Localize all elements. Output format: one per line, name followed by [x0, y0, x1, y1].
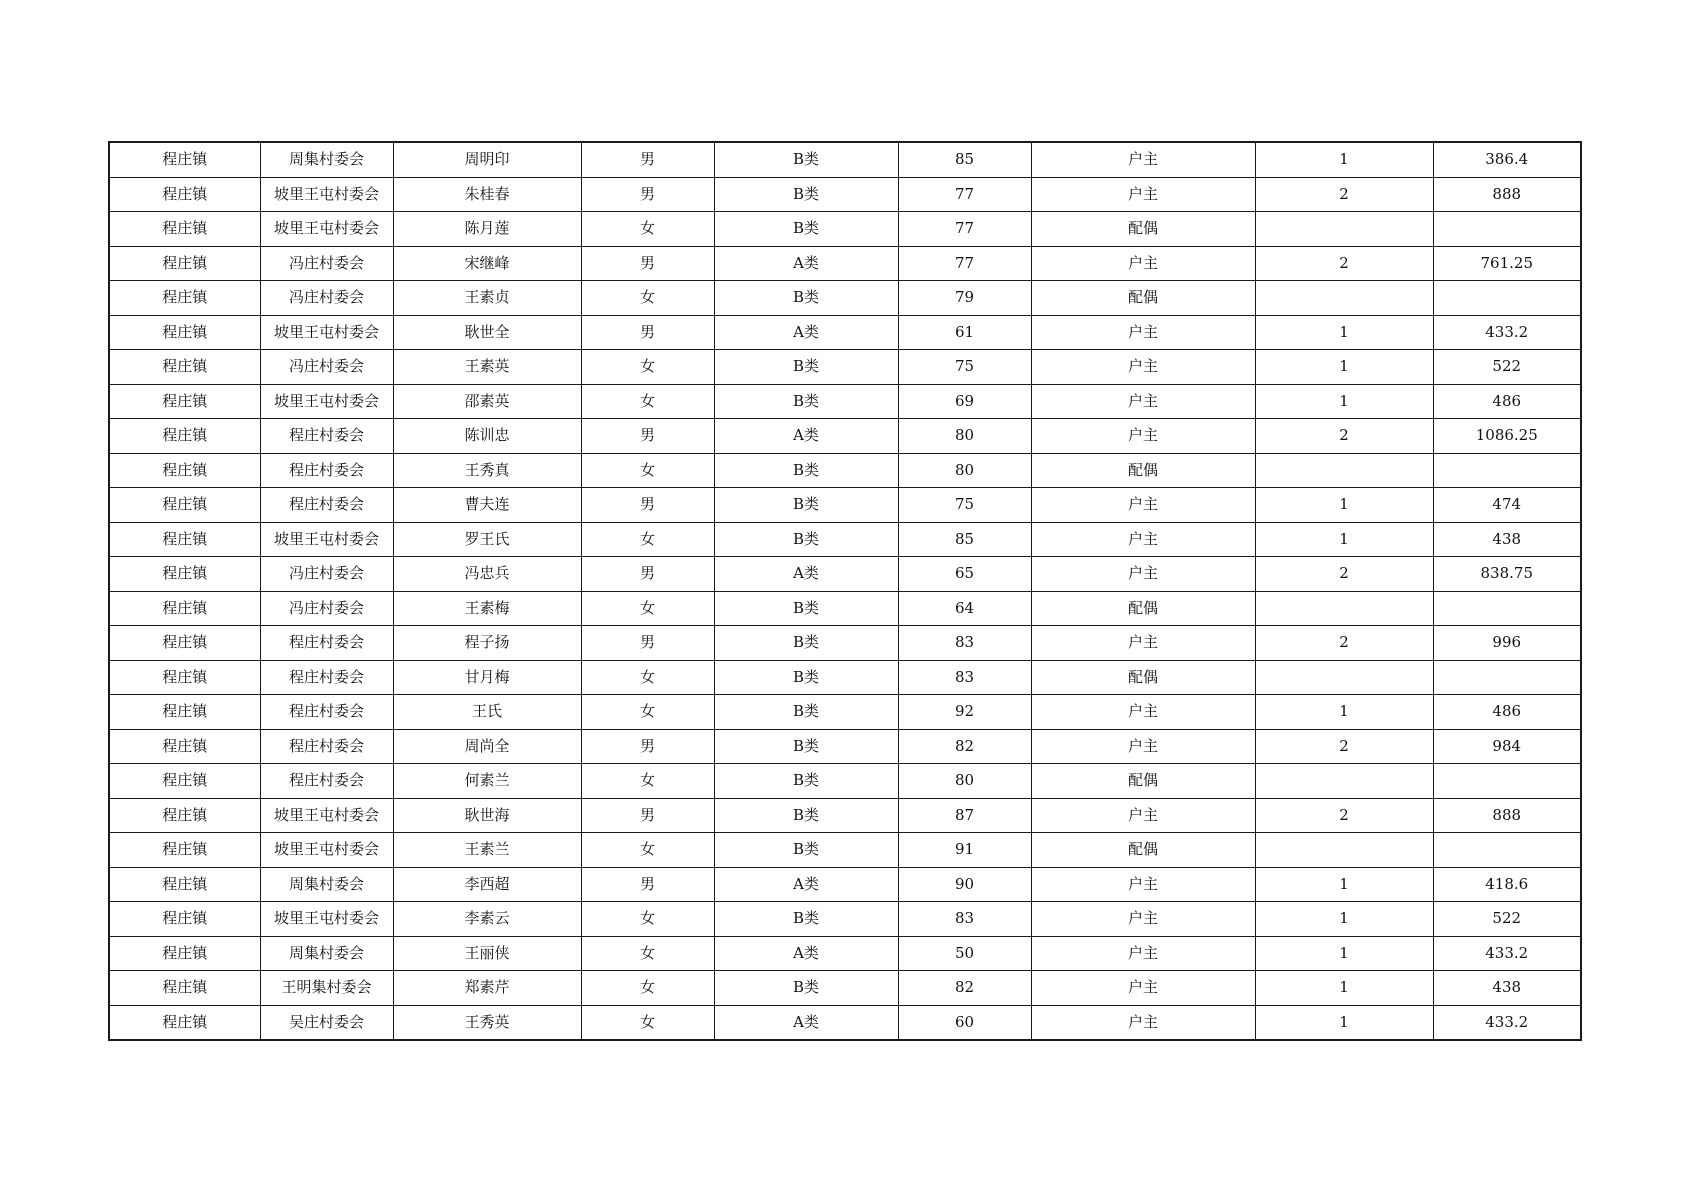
- village-cell: 程庄村委会: [260, 419, 393, 454]
- relation-cell: 配偶: [1031, 833, 1255, 868]
- name-cell: 耿世全: [393, 315, 581, 350]
- name-cell: 王秀英: [393, 1005, 581, 1040]
- gender-cell: 女: [581, 764, 714, 799]
- age-cell: 91: [898, 833, 1031, 868]
- amount-cell: 996: [1433, 626, 1581, 661]
- amount-cell: [1433, 764, 1581, 799]
- town-cell: 程庄镇: [109, 729, 260, 764]
- amount-cell: 522: [1433, 350, 1581, 385]
- category-cell: B类: [714, 971, 898, 1006]
- name-cell: 李西超: [393, 867, 581, 902]
- table-row: [109, 557, 1581, 592]
- gender-cell: 男: [581, 626, 714, 661]
- category-cell: B类: [714, 764, 898, 799]
- household-count-cell: 2: [1255, 626, 1433, 661]
- age-cell: 83: [898, 902, 1031, 937]
- category-cell: B类: [714, 350, 898, 385]
- village-cell: 坡里王屯村委会: [260, 522, 393, 557]
- village-cell: 吴庄村委会: [260, 1005, 393, 1040]
- household-count-cell: 1: [1255, 142, 1433, 177]
- amount-cell: 486: [1433, 695, 1581, 730]
- gender-cell: 男: [581, 867, 714, 902]
- village-cell: 程庄村委会: [260, 729, 393, 764]
- town-cell: 程庄镇: [109, 833, 260, 868]
- town-cell: 程庄镇: [109, 591, 260, 626]
- gender-cell: 男: [581, 419, 714, 454]
- gender-cell: 女: [581, 1005, 714, 1040]
- town-cell: 程庄镇: [109, 384, 260, 419]
- age-cell: 77: [898, 212, 1031, 247]
- gender-cell: 女: [581, 591, 714, 626]
- name-cell: 王素兰: [393, 833, 581, 868]
- category-cell: B类: [714, 695, 898, 730]
- town-cell: 程庄镇: [109, 488, 260, 523]
- gender-cell: 女: [581, 936, 714, 971]
- village-cell: 程庄村委会: [260, 660, 393, 695]
- relation-cell: 户主: [1031, 936, 1255, 971]
- age-cell: 69: [898, 384, 1031, 419]
- amount-cell: 433.2: [1433, 315, 1581, 350]
- name-cell: 王素梅: [393, 591, 581, 626]
- town-cell: 程庄镇: [109, 695, 260, 730]
- table-body: [109, 142, 1581, 1040]
- age-cell: 85: [898, 522, 1031, 557]
- gender-cell: 男: [581, 315, 714, 350]
- village-cell: 坡里王屯村委会: [260, 212, 393, 247]
- gender-cell: 男: [581, 729, 714, 764]
- age-cell: 90: [898, 867, 1031, 902]
- household-count-cell: [1255, 833, 1433, 868]
- household-count-cell: [1255, 453, 1433, 488]
- household-count-cell: 2: [1255, 419, 1433, 454]
- amount-cell: [1433, 453, 1581, 488]
- amount-cell: 486: [1433, 384, 1581, 419]
- data-table: [108, 141, 1582, 1041]
- table-row: [109, 660, 1581, 695]
- category-cell: B类: [714, 798, 898, 833]
- gender-cell: 女: [581, 212, 714, 247]
- name-cell: 陈训忠: [393, 419, 581, 454]
- amount-cell: [1433, 591, 1581, 626]
- household-count-cell: 2: [1255, 246, 1433, 281]
- town-cell: 程庄镇: [109, 660, 260, 695]
- household-count-cell: [1255, 764, 1433, 799]
- relation-cell: 户主: [1031, 488, 1255, 523]
- table-row: [109, 971, 1581, 1006]
- village-cell: 冯庄村委会: [260, 350, 393, 385]
- gender-cell: 女: [581, 695, 714, 730]
- category-cell: B类: [714, 833, 898, 868]
- category-cell: A类: [714, 1005, 898, 1040]
- table-row: [109, 626, 1581, 661]
- relation-cell: 户主: [1031, 246, 1255, 281]
- amount-cell: 522: [1433, 902, 1581, 937]
- gender-cell: 女: [581, 281, 714, 316]
- gender-cell: 女: [581, 971, 714, 1006]
- name-cell: 王素英: [393, 350, 581, 385]
- name-cell: 邵素英: [393, 384, 581, 419]
- town-cell: 程庄镇: [109, 798, 260, 833]
- village-cell: 冯庄村委会: [260, 281, 393, 316]
- relation-cell: 配偶: [1031, 591, 1255, 626]
- name-cell: 周尚全: [393, 729, 581, 764]
- gender-cell: 男: [581, 488, 714, 523]
- age-cell: 61: [898, 315, 1031, 350]
- relation-cell: 户主: [1031, 971, 1255, 1006]
- village-cell: 王明集村委会: [260, 971, 393, 1006]
- gender-cell: 女: [581, 522, 714, 557]
- town-cell: 程庄镇: [109, 142, 260, 177]
- name-cell: 耿世海: [393, 798, 581, 833]
- amount-cell: 1086.25: [1433, 419, 1581, 454]
- name-cell: 朱桂春: [393, 177, 581, 212]
- category-cell: B类: [714, 522, 898, 557]
- relation-cell: 户主: [1031, 867, 1255, 902]
- age-cell: 80: [898, 453, 1031, 488]
- table-row: [109, 142, 1581, 177]
- category-cell: A类: [714, 867, 898, 902]
- name-cell: 王氏: [393, 695, 581, 730]
- age-cell: 85: [898, 142, 1031, 177]
- household-count-cell: [1255, 212, 1433, 247]
- table-row: [109, 315, 1581, 350]
- amount-cell: 438: [1433, 971, 1581, 1006]
- village-cell: 周集村委会: [260, 936, 393, 971]
- table-row: [109, 419, 1581, 454]
- category-cell: B类: [714, 660, 898, 695]
- town-cell: 程庄镇: [109, 1005, 260, 1040]
- amount-cell: [1433, 660, 1581, 695]
- table-row: [109, 281, 1581, 316]
- village-cell: 周集村委会: [260, 142, 393, 177]
- age-cell: 60: [898, 1005, 1031, 1040]
- relation-cell: 户主: [1031, 315, 1255, 350]
- relation-cell: 户主: [1031, 522, 1255, 557]
- village-cell: 冯庄村委会: [260, 557, 393, 592]
- age-cell: 79: [898, 281, 1031, 316]
- table-row: [109, 384, 1581, 419]
- town-cell: 程庄镇: [109, 419, 260, 454]
- gender-cell: 男: [581, 798, 714, 833]
- village-cell: 冯庄村委会: [260, 591, 393, 626]
- household-count-cell: 1: [1255, 315, 1433, 350]
- town-cell: 程庄镇: [109, 626, 260, 661]
- name-cell: 王素贞: [393, 281, 581, 316]
- relation-cell: 户主: [1031, 798, 1255, 833]
- relation-cell: 户主: [1031, 626, 1255, 661]
- amount-cell: [1433, 212, 1581, 247]
- amount-cell: 474: [1433, 488, 1581, 523]
- gender-cell: 男: [581, 246, 714, 281]
- age-cell: 87: [898, 798, 1031, 833]
- name-cell: 何素兰: [393, 764, 581, 799]
- name-cell: 甘月梅: [393, 660, 581, 695]
- town-cell: 程庄镇: [109, 867, 260, 902]
- town-cell: 程庄镇: [109, 246, 260, 281]
- town-cell: 程庄镇: [109, 212, 260, 247]
- amount-cell: [1433, 833, 1581, 868]
- relation-cell: 配偶: [1031, 764, 1255, 799]
- relation-cell: 户主: [1031, 902, 1255, 937]
- table-row: [109, 488, 1581, 523]
- age-cell: 75: [898, 350, 1031, 385]
- town-cell: 程庄镇: [109, 557, 260, 592]
- category-cell: B类: [714, 488, 898, 523]
- household-count-cell: [1255, 660, 1433, 695]
- relation-cell: 户主: [1031, 177, 1255, 212]
- age-cell: 82: [898, 729, 1031, 764]
- table-row: [109, 764, 1581, 799]
- table-row: [109, 798, 1581, 833]
- gender-cell: 男: [581, 142, 714, 177]
- name-cell: 曹夫连: [393, 488, 581, 523]
- household-count-cell: 1: [1255, 867, 1433, 902]
- household-count-cell: [1255, 591, 1433, 626]
- village-cell: 坡里王屯村委会: [260, 177, 393, 212]
- town-cell: 程庄镇: [109, 971, 260, 1006]
- village-cell: 程庄村委会: [260, 764, 393, 799]
- village-cell: 周集村委会: [260, 867, 393, 902]
- household-count-cell: [1255, 281, 1433, 316]
- household-count-cell: 1: [1255, 902, 1433, 937]
- category-cell: B类: [714, 591, 898, 626]
- age-cell: 65: [898, 557, 1031, 592]
- village-cell: 坡里王屯村委会: [260, 384, 393, 419]
- amount-cell: 984: [1433, 729, 1581, 764]
- relation-cell: 户主: [1031, 350, 1255, 385]
- age-cell: 80: [898, 419, 1031, 454]
- category-cell: B类: [714, 729, 898, 764]
- table-row: [109, 591, 1581, 626]
- table-row: [109, 453, 1581, 488]
- name-cell: 程子扬: [393, 626, 581, 661]
- town-cell: 程庄镇: [109, 936, 260, 971]
- category-cell: A类: [714, 246, 898, 281]
- name-cell: 陈月莲: [393, 212, 581, 247]
- name-cell: 王秀真: [393, 453, 581, 488]
- category-cell: B类: [714, 453, 898, 488]
- table-row: [109, 177, 1581, 212]
- town-cell: 程庄镇: [109, 281, 260, 316]
- amount-cell: 433.2: [1433, 1005, 1581, 1040]
- table-row: [109, 1005, 1581, 1040]
- village-cell: 程庄村委会: [260, 488, 393, 523]
- town-cell: 程庄镇: [109, 315, 260, 350]
- amount-cell: 838.75: [1433, 557, 1581, 592]
- table-row: [109, 522, 1581, 557]
- amount-cell: 438: [1433, 522, 1581, 557]
- household-count-cell: 1: [1255, 936, 1433, 971]
- name-cell: 郑素芹: [393, 971, 581, 1006]
- gender-cell: 女: [581, 384, 714, 419]
- name-cell: 周明印: [393, 142, 581, 177]
- name-cell: 罗王氏: [393, 522, 581, 557]
- category-cell: B类: [714, 281, 898, 316]
- household-count-cell: 1: [1255, 488, 1433, 523]
- gender-cell: 男: [581, 177, 714, 212]
- age-cell: 92: [898, 695, 1031, 730]
- amount-cell: 433.2: [1433, 936, 1581, 971]
- category-cell: A类: [714, 936, 898, 971]
- amount-cell: 386.4: [1433, 142, 1581, 177]
- town-cell: 程庄镇: [109, 522, 260, 557]
- table-row: [109, 695, 1581, 730]
- village-cell: 程庄村委会: [260, 626, 393, 661]
- relation-cell: 户主: [1031, 557, 1255, 592]
- name-cell: 王丽侠: [393, 936, 581, 971]
- village-cell: 坡里王屯村委会: [260, 798, 393, 833]
- village-cell: 冯庄村委会: [260, 246, 393, 281]
- age-cell: 77: [898, 246, 1031, 281]
- village-cell: 坡里王屯村委会: [260, 902, 393, 937]
- household-count-cell: 1: [1255, 522, 1433, 557]
- household-count-cell: 2: [1255, 177, 1433, 212]
- town-cell: 程庄镇: [109, 902, 260, 937]
- town-cell: 程庄镇: [109, 350, 260, 385]
- town-cell: 程庄镇: [109, 177, 260, 212]
- gender-cell: 女: [581, 350, 714, 385]
- household-count-cell: 1: [1255, 384, 1433, 419]
- table-row: [109, 833, 1581, 868]
- category-cell: B类: [714, 142, 898, 177]
- age-cell: 77: [898, 177, 1031, 212]
- name-cell: 宋继峰: [393, 246, 581, 281]
- household-count-cell: 1: [1255, 971, 1433, 1006]
- household-count-cell: 2: [1255, 798, 1433, 833]
- age-cell: 83: [898, 660, 1031, 695]
- age-cell: 80: [898, 764, 1031, 799]
- name-cell: 冯忠兵: [393, 557, 581, 592]
- gender-cell: 女: [581, 833, 714, 868]
- category-cell: A类: [714, 557, 898, 592]
- category-cell: B类: [714, 177, 898, 212]
- village-cell: 坡里王屯村委会: [260, 833, 393, 868]
- amount-cell: 888: [1433, 177, 1581, 212]
- relation-cell: 户主: [1031, 1005, 1255, 1040]
- relation-cell: 户主: [1031, 419, 1255, 454]
- category-cell: B类: [714, 626, 898, 661]
- relation-cell: 户主: [1031, 695, 1255, 730]
- town-cell: 程庄镇: [109, 453, 260, 488]
- table-row: [109, 936, 1581, 971]
- household-count-cell: 2: [1255, 729, 1433, 764]
- relation-cell: 配偶: [1031, 660, 1255, 695]
- gender-cell: 男: [581, 557, 714, 592]
- relation-cell: 户主: [1031, 384, 1255, 419]
- relation-cell: 配偶: [1031, 453, 1255, 488]
- relation-cell: 户主: [1031, 729, 1255, 764]
- amount-cell: 761.25: [1433, 246, 1581, 281]
- relation-cell: 配偶: [1031, 281, 1255, 316]
- relation-cell: 配偶: [1031, 212, 1255, 247]
- category-cell: A类: [714, 315, 898, 350]
- category-cell: B类: [714, 212, 898, 247]
- village-cell: 坡里王屯村委会: [260, 315, 393, 350]
- category-cell: B类: [714, 384, 898, 419]
- name-cell: 李素云: [393, 902, 581, 937]
- age-cell: 64: [898, 591, 1031, 626]
- table-row: [109, 350, 1581, 385]
- table-row: [109, 729, 1581, 764]
- amount-cell: [1433, 281, 1581, 316]
- category-cell: B类: [714, 902, 898, 937]
- household-count-cell: 1: [1255, 1005, 1433, 1040]
- town-cell: 程庄镇: [109, 764, 260, 799]
- table-row: [109, 246, 1581, 281]
- gender-cell: 女: [581, 660, 714, 695]
- table-row: [109, 867, 1581, 902]
- age-cell: 50: [898, 936, 1031, 971]
- gender-cell: 女: [581, 902, 714, 937]
- age-cell: 82: [898, 971, 1031, 1006]
- relation-cell: 户主: [1031, 142, 1255, 177]
- village-cell: 程庄村委会: [260, 453, 393, 488]
- household-count-cell: 1: [1255, 695, 1433, 730]
- amount-cell: 418.6: [1433, 867, 1581, 902]
- amount-cell: 888: [1433, 798, 1581, 833]
- household-count-cell: 2: [1255, 557, 1433, 592]
- village-cell: 程庄村委会: [260, 695, 393, 730]
- gender-cell: 女: [581, 453, 714, 488]
- age-cell: 75: [898, 488, 1031, 523]
- table-row: [109, 902, 1581, 937]
- table-row: [109, 212, 1581, 247]
- category-cell: A类: [714, 419, 898, 454]
- age-cell: 83: [898, 626, 1031, 661]
- household-count-cell: 1: [1255, 350, 1433, 385]
